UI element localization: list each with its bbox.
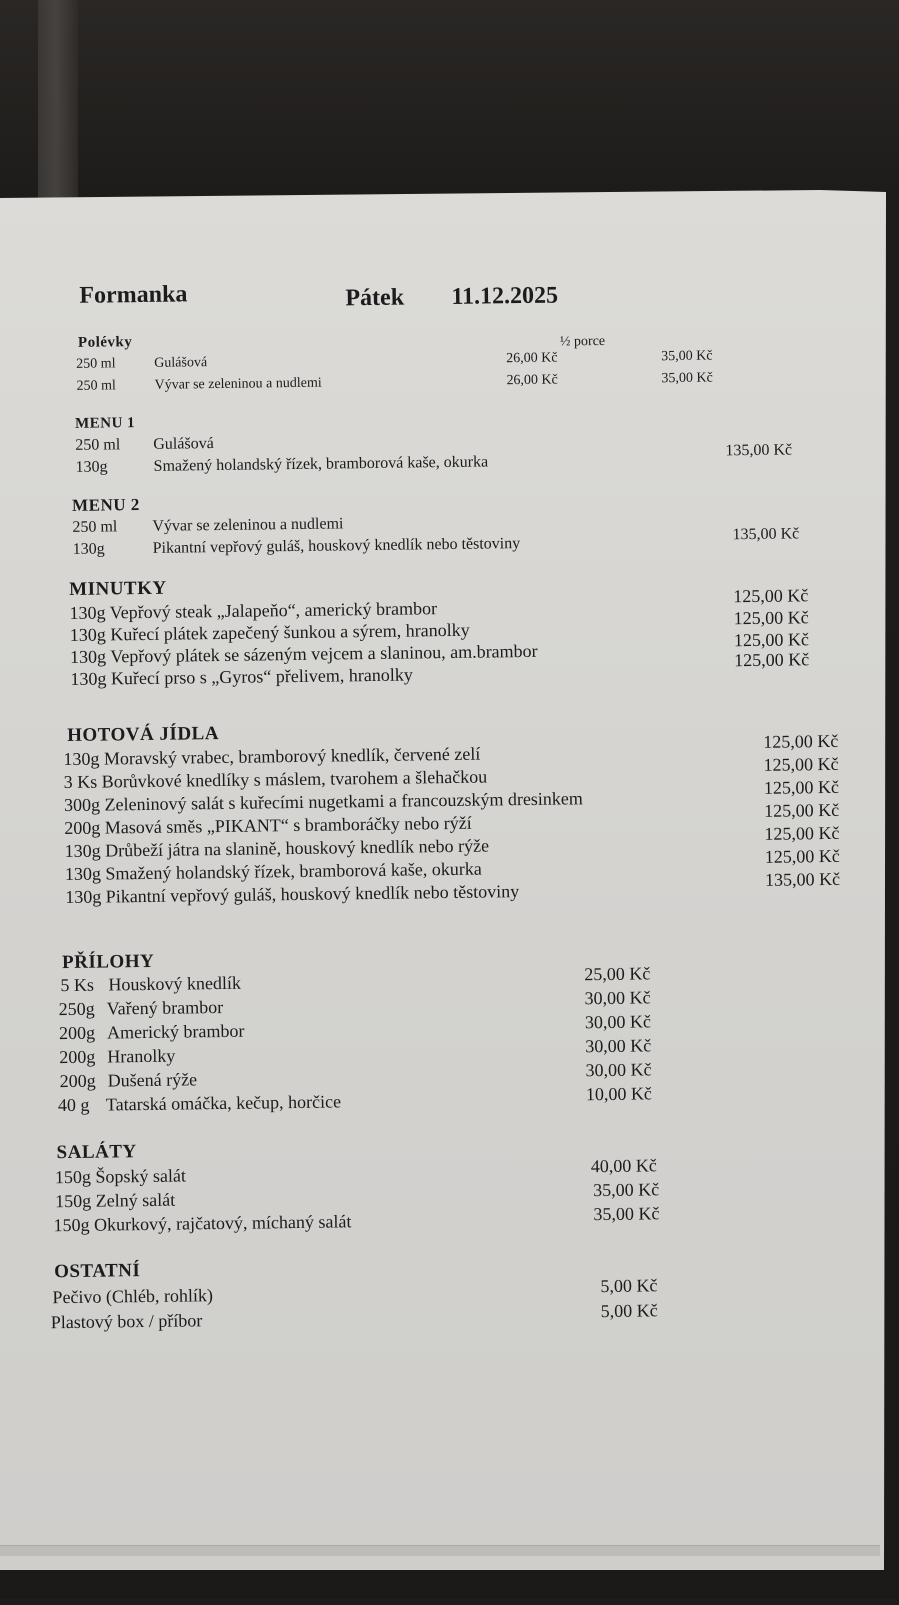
item-price: 35,00 Kč (592, 1179, 660, 1201)
item-text: Pečivo (Chléb, rohlík) (52, 1285, 214, 1308)
item-price: 30,00 Kč (585, 1035, 652, 1057)
item-name: Gulášová (153, 435, 214, 453)
section-title-salaty: SALÁTY (56, 1141, 137, 1164)
item-text: Plastový box / příbor (50, 1310, 203, 1333)
item-name: Vývar se zeleninou a nudlemi (152, 515, 344, 535)
section-title-ostatni: OSTATNÍ (54, 1260, 141, 1283)
item-text: 150g Okurkový, rajčatový, míchaný salát (53, 1211, 352, 1236)
item-price: 125,00 Kč (763, 753, 839, 775)
item-price: 135,00 Kč (725, 441, 793, 460)
item-name: Pikantní vepřový guláš, houskový knedlík nebo těstoviny (152, 535, 521, 557)
item-price: 30,00 Kč (585, 1059, 652, 1081)
item-price: 125,00 Kč (763, 776, 839, 798)
item-quantity: 200g (59, 1070, 96, 1092)
item-name: Houskový knedlík (108, 972, 242, 995)
item-text: 130g Vepřový plátek se sázeným vejcem a slaninou, am.brambor (69, 640, 538, 667)
item-price: 125,00 Kč (763, 730, 839, 752)
item-quantity: 250 ml (76, 356, 116, 372)
item-quantity: 250 ml (72, 518, 118, 536)
section-title-menu-1: MENU 1 (74, 415, 136, 432)
item-quantity: 250 ml (75, 436, 121, 454)
item-price: 125,00 Kč (733, 607, 809, 629)
item-text: 130g Vepřový steak „Jalapeňo“, americký brambor (69, 598, 438, 623)
item-text: 3 Ks Borůvkové knedlíky s máslem, tvarohem a šlehačkou (63, 766, 488, 793)
item-name: Tatarská omáčka, kečup, horčice (105, 1091, 342, 1115)
item-price: 40,00 Kč (590, 1155, 657, 1177)
item-price: 35,00 Kč (661, 348, 713, 365)
item-name: Hranolky (107, 1045, 176, 1067)
item-price: 35,00 Kč (661, 370, 713, 387)
menu-date: 11.12.2025 (451, 282, 559, 310)
item-name: Gulášová (154, 355, 208, 371)
section-title-polevky: Polévky (77, 334, 133, 351)
item-text: 130g Kuřecí prso s „Gyros“ přelivem, hranolky (70, 664, 413, 689)
item-name: Dušená rýže (107, 1069, 198, 1091)
item-half-price: 26,00 Kč (506, 372, 558, 389)
item-price: 25,00 Kč (584, 963, 651, 985)
item-quantity: 200g (58, 1022, 96, 1044)
item-text: 130g Smažený holandský řízek, bramborová kaše, okurka (64, 858, 482, 885)
section-title-minutky: MINUTKY (69, 577, 167, 600)
item-text: 130g Kuřecí plátek zapečený šunkou a sýrem, hranolky (69, 619, 470, 645)
item-text: 150g Šopský salát (54, 1165, 187, 1188)
half-portion-label: ½ porce (559, 333, 606, 350)
restaurant-name: Formanka (79, 281, 188, 309)
section-title-prilohy: PŘÍLOHY (61, 950, 155, 974)
item-price: 30,00 Kč (584, 987, 651, 1009)
section-title-hotova-jidla: HOTOVÁ JÍDLA (66, 723, 220, 747)
item-name: Smažený holandský řízek, bramborová kaše, okurka (153, 453, 489, 475)
item-text: 300g Zeleninový salát s kuřecími nugetkami a francouzským dresinkem (63, 788, 583, 816)
item-price: 125,00 Kč (764, 822, 840, 844)
item-text: 130g Pikantní vepřový guláš, houskový knedlík nebo těstoviny (65, 881, 520, 908)
item-quantity: 200g (59, 1046, 96, 1068)
item-price: 35,00 Kč (593, 1203, 660, 1225)
item-price: 125,00 Kč (734, 649, 810, 671)
item-price: 30,00 Kč (584, 1011, 652, 1033)
item-text: 130g Drůbeží játra na slanině, houskový knedlík nebo rýže (64, 835, 490, 862)
item-price: 5,00 Kč (600, 1300, 658, 1322)
item-quantity: 130g (75, 458, 108, 476)
item-price: 135,00 Kč (732, 525, 800, 544)
item-text: 130g Moravský vrabec, bramborový knedlík, červené zelí (63, 743, 481, 770)
item-text: 200g Masová směs „PIKANT“ s bramboráčky nebo rýží (64, 812, 472, 839)
item-name: Vařený brambor (106, 996, 224, 1019)
item-price: 125,00 Kč (764, 845, 840, 867)
item-quantity: 40 g (57, 1094, 90, 1116)
item-price: 5,00 Kč (600, 1275, 658, 1297)
item-price: 125,00 Kč (733, 629, 810, 651)
item-half-price: 26,00 Kč (506, 350, 558, 367)
item-quantity: 250 ml (76, 378, 116, 394)
item-price: 125,00 Kč (764, 799, 840, 821)
menu-day: Pátek (345, 284, 405, 312)
item-text: 150g Zelný salát (55, 1189, 176, 1212)
item-price: 125,00 Kč (733, 585, 809, 607)
item-price: 10,00 Kč (585, 1083, 652, 1105)
item-quantity: 250g (58, 998, 95, 1020)
item-name: Vývar se zeleninou a nudlemi (154, 375, 322, 393)
item-name: Americký brambor (106, 1020, 245, 1043)
item-price: 135,00 Kč (764, 868, 841, 890)
section-title-menu-2: MENU 2 (71, 495, 140, 515)
item-quantity: 130g (72, 540, 105, 558)
item-quantity: 5 Ks (60, 974, 95, 996)
